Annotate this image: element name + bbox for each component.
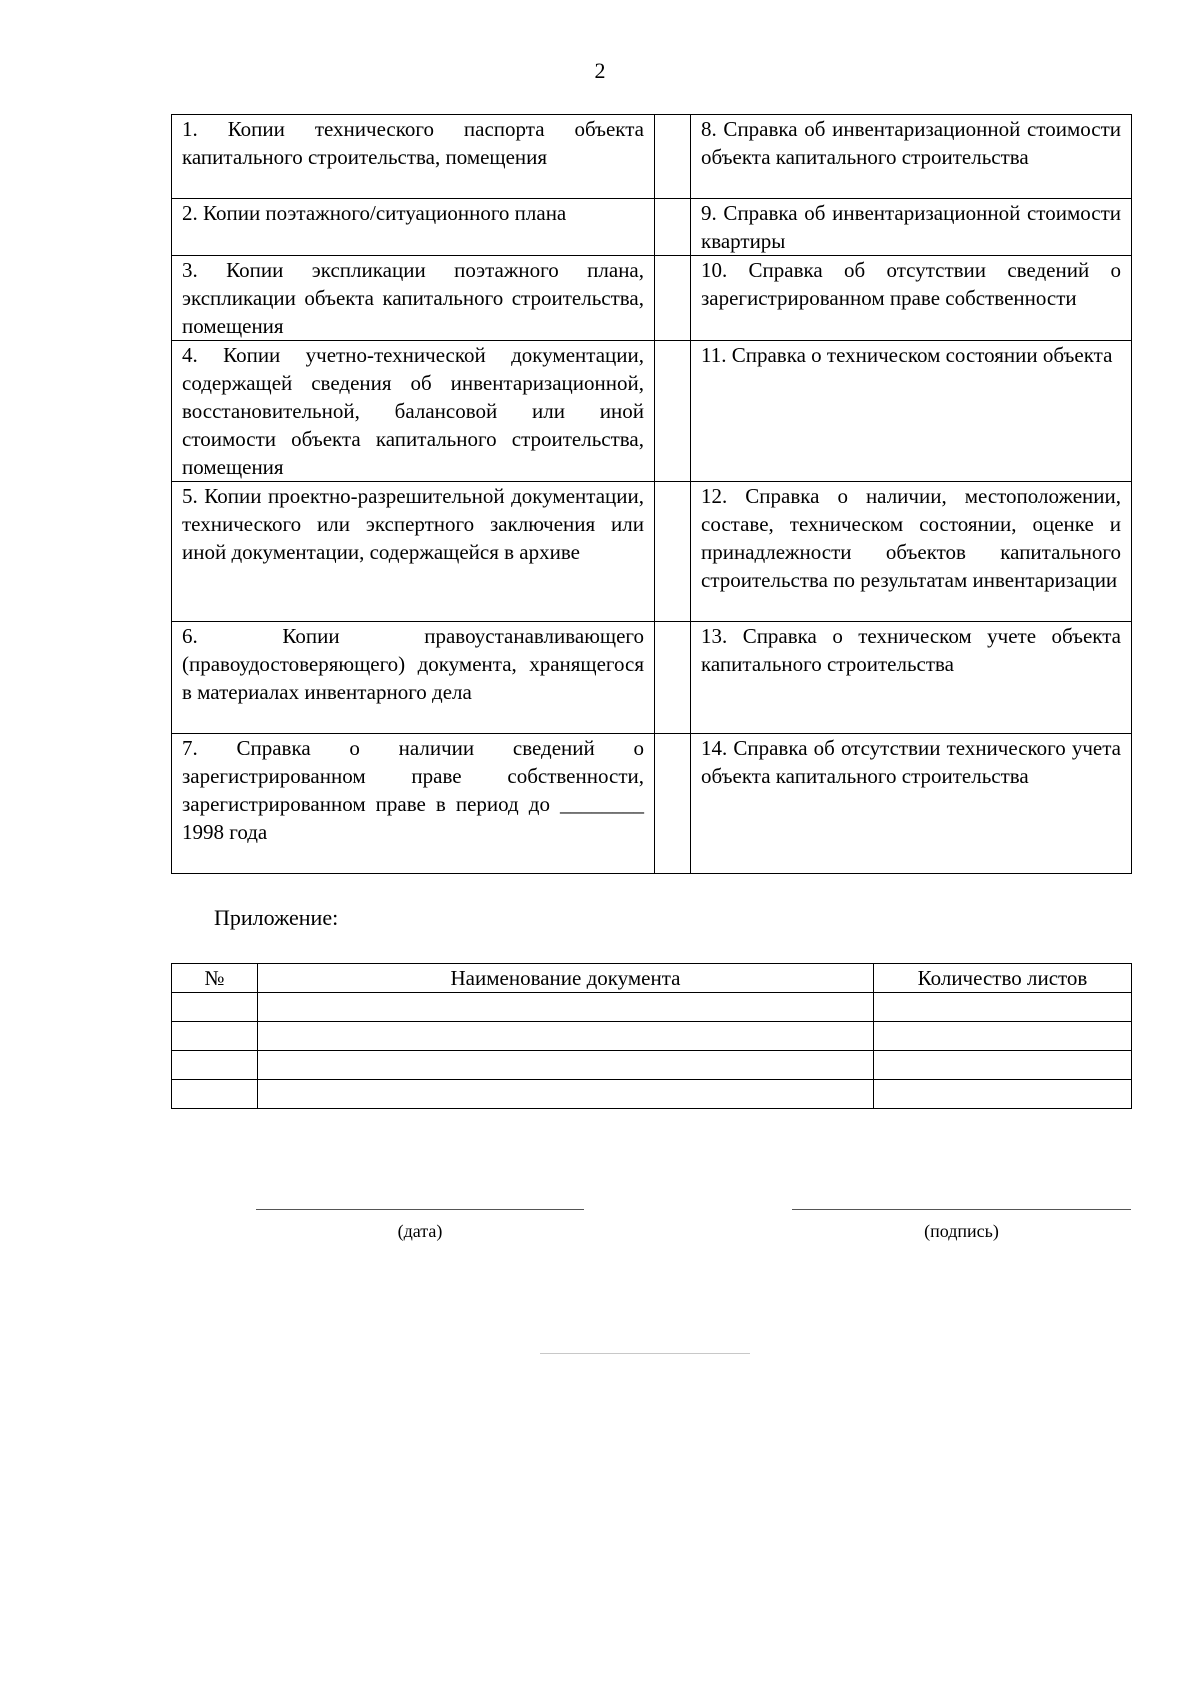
attachment-sheets-cell[interactable] <box>874 1022 1132 1051</box>
attachments-table <box>171 963 1132 1109</box>
service-option-8: 8. Справка об инвентаризационной стоимости объекта капитального строительства <box>691 115 1132 199</box>
service-option-9: 9. Справка об инвентаризационной стоимости квартиры <box>691 199 1132 256</box>
attachment-name-cell[interactable] <box>258 1051 874 1080</box>
attachment-name-cell[interactable] <box>258 1080 874 1109</box>
table-row <box>172 199 1132 256</box>
column-header-sheet-count: Количество листов <box>874 964 1132 993</box>
attachment-number-cell[interactable] <box>172 1051 258 1080</box>
service-option-7: 7. Справка о наличии сведений о зарегистрированном праве собственности, зарегистрированном праве в период до ________ 1998 года <box>172 734 655 874</box>
services-table <box>171 114 1132 874</box>
table-row <box>172 482 1132 622</box>
service-option-12: 12. Справка о наличии, местоположении, составе, техническом состоянии, оценке и принадлежности объектов капитального строительства по результатам инвентаризации <box>691 482 1132 622</box>
page-number: 2 <box>594 58 606 83</box>
service-checkbox[interactable] <box>655 115 691 199</box>
service-option-10: 10. Справка об отсутствии сведений о зарегистрированном праве собственности <box>691 256 1132 341</box>
attachment-label: Приложение: <box>214 905 339 930</box>
service-option-14: 14. Справка об отсутствии технического учета объекта капитального строительства <box>691 734 1132 874</box>
date-label: (дата) <box>397 1221 443 1241</box>
table-row <box>172 115 1132 199</box>
attachment-sheets-cell[interactable] <box>874 1080 1132 1109</box>
service-option-11: 11. Справка о техническом состоянии объекта <box>691 341 1132 482</box>
attachment-number-cell[interactable] <box>172 1022 258 1051</box>
attachment-sheets-cell[interactable] <box>874 993 1132 1022</box>
attachment-name-cell[interactable] <box>258 993 874 1022</box>
table-row <box>172 256 1132 341</box>
column-header-number: № <box>172 964 258 993</box>
service-option-2: 2. Копии поэтажного/ситуационного плана <box>172 199 655 256</box>
table-header-row <box>172 964 1132 993</box>
service-checkbox[interactable] <box>655 482 691 622</box>
signature-label: (подпись) <box>924 1221 999 1241</box>
service-checkbox[interactable] <box>655 622 691 734</box>
table-row <box>172 1080 1132 1109</box>
table-row <box>172 1022 1132 1051</box>
table-row <box>172 993 1132 1022</box>
service-option-3: 3. Копии экспликации поэтажного плана, экспликации объекта капитального строительства, помещения <box>172 256 655 341</box>
signature-line[interactable] <box>792 1209 1131 1210</box>
service-checkbox[interactable] <box>655 734 691 874</box>
service-checkbox[interactable] <box>655 341 691 482</box>
attachment-name-cell[interactable] <box>258 1022 874 1051</box>
table-row <box>172 622 1132 734</box>
service-option-4: 4. Копии учетно-технической документации, содержащей сведения об инвентаризационной, восстановительной, балансовой или иной стоимости объекта капитального строительства, помещения <box>172 341 655 482</box>
service-checkbox[interactable] <box>655 256 691 341</box>
table-row <box>172 734 1132 874</box>
column-header-document-name: Наименование документа <box>258 964 874 993</box>
service-checkbox[interactable] <box>655 199 691 256</box>
table-row <box>172 341 1132 482</box>
service-option-5: 5. Копии проектно-разрешительной документации, технического или экспертного заключения или иной документации, содержащейся в архиве <box>172 482 655 622</box>
service-option-6: 6. Копии правоустанавливающего (правоудостоверяющего) документа, хранящегося в материалах инвентарного дела <box>172 622 655 734</box>
table-row <box>172 1051 1132 1080</box>
attachment-sheets-cell[interactable] <box>874 1051 1132 1080</box>
attachment-number-cell[interactable] <box>172 993 258 1022</box>
service-option-1: 1. Копии технического паспорта объекта капитального строительства, помещения <box>172 115 655 199</box>
divider <box>540 1353 750 1354</box>
date-line[interactable] <box>256 1209 584 1210</box>
service-option-13: 13. Справка о техническом учете объекта капитального строительства <box>691 622 1132 734</box>
attachment-number-cell[interactable] <box>172 1080 258 1109</box>
